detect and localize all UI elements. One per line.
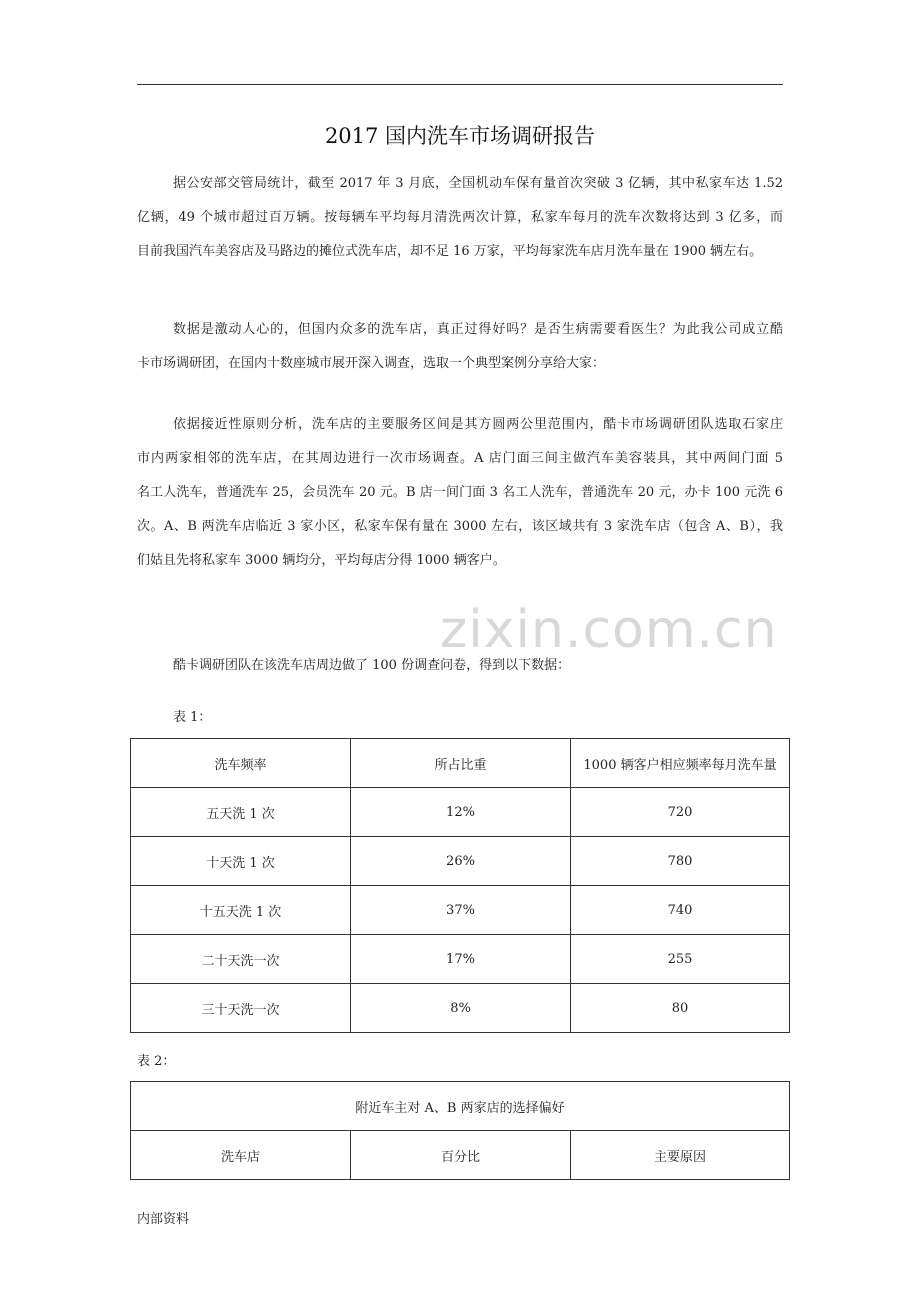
paragraph-1 bbox=[137, 167, 783, 269]
paragraph-line: 名工人洗车，普通洗车 25，会员洗车 20 元。B 店一间门面 3 名工人洗车，普通洗车 20 元，办卡 100 元洗 6 bbox=[137, 485, 783, 500]
table-header-row bbox=[131, 739, 790, 788]
paragraph-line: 酷卡调研团队在该洗车店周边做了 100 份调查问卷，得到以下数据： bbox=[173, 658, 571, 673]
table-header-cell: 1000 辆客户相应频率每月洗车量 bbox=[571, 739, 790, 788]
paragraph-line: 亿辆，49 个城市超过百万辆。按每辆车平均每月清洗两次计算，私家车每月的洗车次数将达到 3 亿多，而 bbox=[137, 210, 783, 225]
table-caption-row bbox=[131, 1082, 790, 1131]
table-2 bbox=[130, 1081, 790, 1180]
paragraph-line: 市内两家相邻的洗车店，在其周边进行一次市场调查。A 店门面三间主做汽车美容装具，其中两间门面 5 bbox=[137, 451, 783, 466]
paragraph-line: 目前我国汽车美容店及马路边的摊位式洗车店，却不足 16 万家，平均每家洗车店月洗车量在 1900 辆左右。 bbox=[137, 244, 763, 259]
table-caption-cell: 附近车主对 A、B 两家店的选择偏好 bbox=[131, 1082, 790, 1131]
paragraph-3 bbox=[137, 408, 783, 578]
table-cell: 80 bbox=[571, 984, 790, 1033]
paragraph-line: 次。A、B 两洗车店临近 3 家小区，私家车保有量在 3000 左右，该区域共有 3 家洗车店（包含 A、B），我 bbox=[137, 519, 783, 534]
table-cell: 三十天洗一次 bbox=[131, 984, 351, 1033]
table-row bbox=[131, 935, 790, 984]
table-header-cell: 百分比 bbox=[351, 1131, 571, 1180]
table-row bbox=[131, 984, 790, 1033]
table-cell: 12% bbox=[351, 788, 571, 837]
table-row bbox=[131, 788, 790, 837]
paragraph-2 bbox=[137, 313, 783, 381]
table-cell: 26% bbox=[351, 837, 571, 886]
table2-label: 表 2： bbox=[137, 1054, 176, 1069]
table-cell: 720 bbox=[571, 788, 790, 837]
table-row bbox=[131, 886, 790, 935]
document-title: 2017 国内洗车市场调研报告 bbox=[324, 124, 596, 148]
paragraph-line: 依据接近性原则分析，洗车店的主要服务区间是其方圆两公里范围内，酷卡市场调研团队选取石家庄 bbox=[173, 417, 783, 432]
top-rule bbox=[137, 84, 783, 85]
table-header-cell: 洗车频率 bbox=[131, 739, 351, 788]
paragraph-line: 卡市场调研团，在国内十数座城市展开深入调查，选取一个典型案例分享给大家： bbox=[137, 356, 606, 371]
paragraph-line: 数据是激动人心的，但国内众多的洗车店，真正过得好吗？是否生病需要看医生？为此我公司成立酷 bbox=[173, 322, 783, 337]
paragraph-line: 据公安部交管局统计，截至 2017 年 3 月底，全国机动车保有量首次突破 3 亿辆，其中私家车达 1.52 bbox=[173, 176, 783, 191]
table-header-cell: 所占比重 bbox=[351, 739, 571, 788]
table-1 bbox=[130, 738, 790, 1033]
table-cell: 255 bbox=[571, 935, 790, 984]
table-cell: 8% bbox=[351, 984, 571, 1033]
table-header-cell: 洗车店 bbox=[131, 1131, 351, 1180]
table-cell: 二十天洗一次 bbox=[131, 935, 351, 984]
table-header-row bbox=[131, 1131, 790, 1180]
table1-label: 表 1： bbox=[173, 710, 212, 725]
table-cell: 十天洗 1 次 bbox=[131, 837, 351, 886]
table-row bbox=[131, 837, 790, 886]
table-header-cell: 主要原因 bbox=[571, 1131, 790, 1180]
table-cell: 17% bbox=[351, 935, 571, 984]
watermark: zixin.com.cn bbox=[440, 600, 778, 660]
table-cell: 37% bbox=[351, 886, 571, 935]
footer-text: 内部资料 bbox=[137, 1212, 190, 1227]
table-cell: 五天洗 1 次 bbox=[131, 788, 351, 837]
table-cell: 十五天洗 1 次 bbox=[131, 886, 351, 935]
paragraph-line: 们姑且先将私家车 3000 辆均分，平均每店分得 1000 辆客户。 bbox=[137, 553, 506, 568]
table-cell: 780 bbox=[571, 837, 790, 886]
table-cell: 740 bbox=[571, 886, 790, 935]
